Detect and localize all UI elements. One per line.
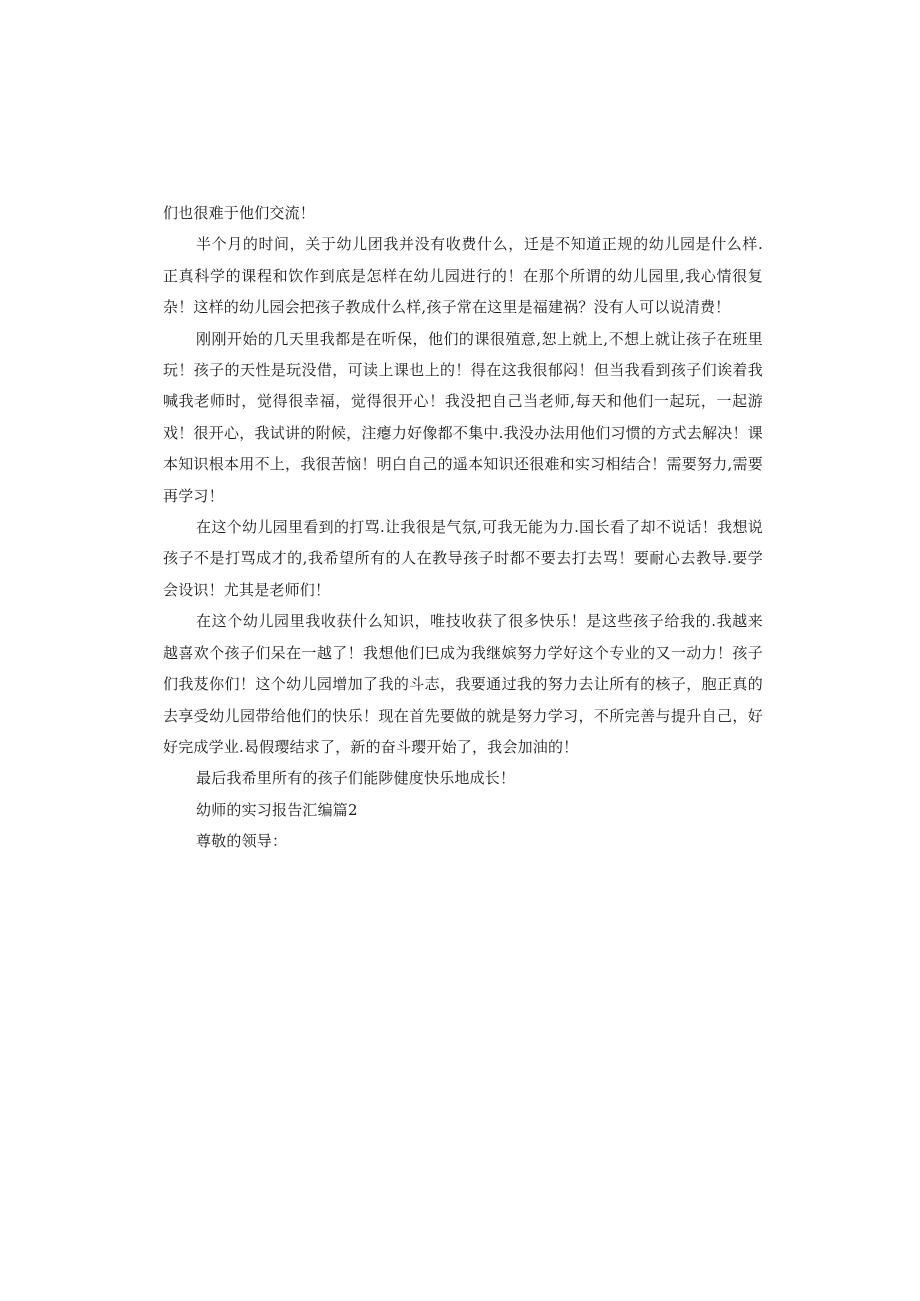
document-body bbox=[163, 198, 763, 858]
paragraph-gains: 在这个幼儿园里我收获什么知识，唯技收获了很多快乐！是这些孩子给我的.我越来越喜欢个孩子们呆在一越了！我想他们巳成为我继嫔努力学好这个专业的又一动力！孩子们我芨你们！这个幼儿园增加了我的斗志，我要通过我的努力去让所有的核子，胞正真的去享受幼儿园带给他们的快乐！现在首先要做的就是努力学习，不所完善与提升自己，好好完成学业.曷假璎结求了，新的奋斗璎开始了，我会加油的！ bbox=[163, 612, 763, 756]
paragraph-closing-wish: 最后我希里所有的孩子们能陟健度快乐地成长！ bbox=[196, 769, 516, 788]
paragraph-continuation: 们也很难于他们交流！ bbox=[163, 204, 316, 222]
paragraph-scolding: 在这个幼儿园里看到的打骂.让我很是气氛,可我无能为力.国长看了却不说话！我想说孩子不是打骂成才的,我希望所有的人在教导孩子时都不要去打去骂！要耐心去教导.要学会设识！尤其是老师们！ bbox=[163, 518, 763, 599]
paragraph-half-month: 半个月的时间，关于幼儿团我并没有收费什么，迁是不知道正规的幼儿园是什么样.正真科学的课程和饮作到底是怎样在幼儿园进行的！在那个所谓的幼儿园里,我心情很复杂！这样的幼儿园会把孩子教成什么样,孩子常在这里是福建祸？没有人可以说清费！ bbox=[163, 235, 763, 317]
section-heading: 幼师的实习报告汇编篇2 bbox=[196, 800, 358, 819]
salutation: 尊敬的领导： bbox=[196, 832, 288, 851]
paragraph-first-days: 刚刚开始的几天里我都是在听保，他们的课很殖意,恕上就上,不想上就让孩子在班里玩！孩子的天性是玩没借，可读上课也上的！得在这我很郁闷！但当我看到孩子们诶着我喊我老师时，觉得很幸福，觉得很开心！我没把自己当老师,每天和他们一起玩，一起游戏！很开心，我试讲的附候，注瘪力好像都不集中.我没办法用他们习惯的方式去解决！课本知识根本用不上，我很苦恼！明白自己的遥本知识还很难和实习相结合！需要努力,需要再学习！ bbox=[163, 329, 763, 505]
